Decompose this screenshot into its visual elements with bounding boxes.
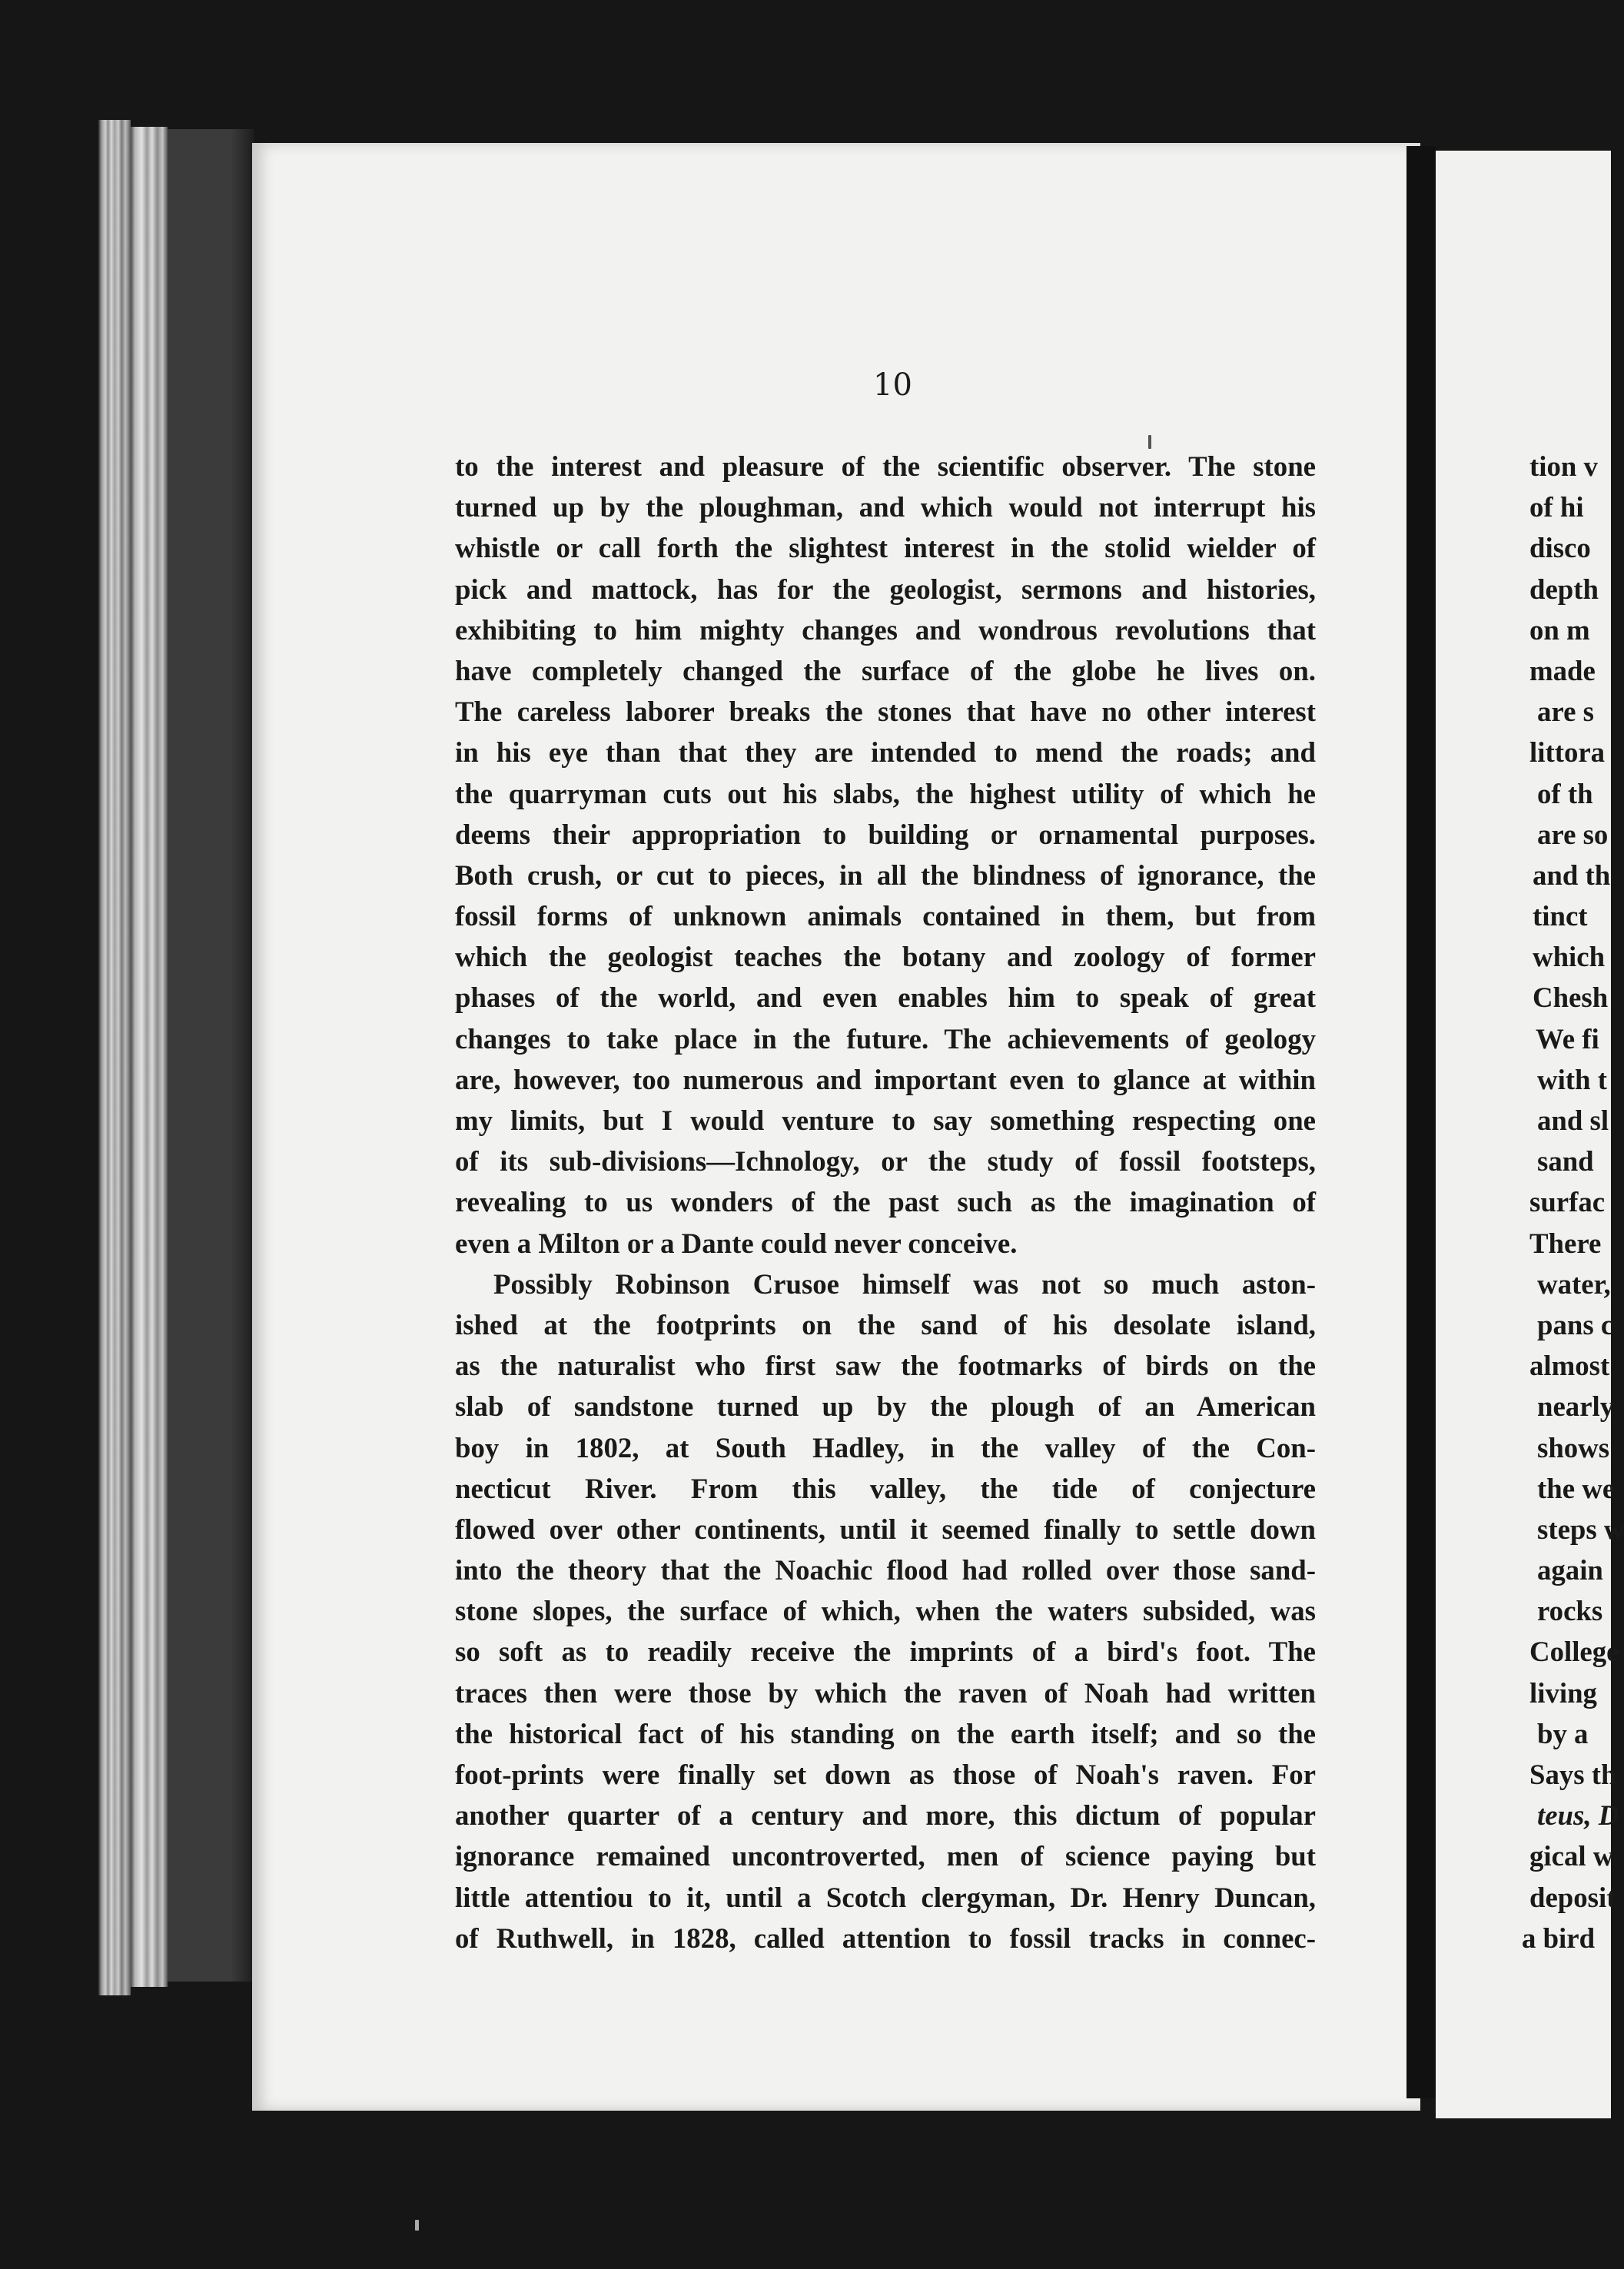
text-line: living (1529, 1676, 1597, 1709)
text-line: foot-prints were finally set down as those of Noah's raven. For (455, 1759, 1316, 1790)
text-line: flowed over other continents, until it seemed finally to settle down (455, 1513, 1316, 1545)
text-line: which the geologist teaches the botany and zoology of former (455, 941, 1316, 973)
text-line: deems their appropriation to building or ornamental purposes. (455, 818, 1316, 850)
text-line: of its sub-divisions—Ichnology, or the study of fossil footsteps, (455, 1145, 1316, 1178)
text-line: a bird (1522, 1922, 1596, 1954)
text-line: fossil forms of unknown animals contained in them, but from (455, 900, 1316, 932)
text-line: Says th (1529, 1759, 1617, 1790)
text-line: almost (1529, 1350, 1610, 1382)
text-line: and th (1533, 859, 1611, 891)
text-line: Both crush, or cut to pieces, in all the blindness of ignorance, the (455, 859, 1316, 891)
text-line: of Ruthwell, in 1828, called attention to fossil tracks in connec- (455, 1922, 1316, 1954)
page-number: 10 (873, 367, 912, 403)
text-line: have completely changed the surface of the globe he lives on. (455, 654, 1316, 686)
text-line: the we (1537, 1472, 1616, 1504)
text-line: again (1537, 1554, 1603, 1586)
text-line: the quarryman cuts out his slabs, the highest utility of which he (455, 777, 1316, 809)
text-line: nearly (1537, 1390, 1615, 1423)
text-line: changes to take place in the future. The achievements of geology (455, 1022, 1316, 1055)
book-page-edges (98, 120, 131, 1995)
book-page-edges-inner (131, 127, 168, 1987)
text-line: ished at the footprints on the sand of his desolate island, (455, 1308, 1316, 1340)
text-line: depth (1529, 573, 1599, 605)
text-line: even a Milton or a Dante could never conceive. (455, 1227, 1018, 1259)
text-line: Possibly Robinson Crusoe himself was not so much aston- (493, 1267, 1316, 1300)
text-line: gical w (1529, 1840, 1614, 1872)
right-page-text (1522, 446, 1624, 1958)
text-line: rocks (1537, 1595, 1603, 1627)
text-line: teus, D (1537, 1799, 1619, 1832)
text-line: sand (1537, 1145, 1594, 1178)
text-line: exhibiting to him mighty changes and wondrous revolutions that (455, 613, 1316, 646)
text-line: water, (1537, 1267, 1611, 1300)
book-gutter (1406, 146, 1436, 2098)
text-line: made (1529, 654, 1596, 686)
text-line: revealing to us wonders of the past such as the imagination of (455, 1186, 1316, 1218)
text-line: There (1529, 1227, 1602, 1259)
text-line: tion v (1529, 450, 1598, 482)
text-line: We fi (1536, 1022, 1599, 1055)
text-line: ignorance remained uncontroverted, men of science paying but (455, 1840, 1316, 1872)
text-line: the historical fact of his standing on the earth itself; and so the (455, 1717, 1316, 1749)
text-line: disco (1529, 532, 1591, 564)
text-line: of th (1537, 777, 1593, 809)
text-line: my limits, but I would venture to say something respecting one (455, 1105, 1316, 1136)
text-line: so soft as to readily receive the imprints of a bird's foot. The (455, 1636, 1316, 1668)
text-line: as the naturalist who first saw the footmarks of birds on the (455, 1350, 1316, 1382)
text-line: are, however, too numerous and important even to glance at within (455, 1063, 1316, 1095)
text-line: College (1529, 1636, 1619, 1668)
text-line: traces then were those by which the raven of Noah had written (455, 1676, 1316, 1709)
text-line: are so (1537, 818, 1609, 850)
text-line: boy in 1802, at South Hadley, in the valley of the Con- (455, 1431, 1316, 1463)
text-line: shows (1537, 1431, 1610, 1463)
text-line: pans c (1537, 1308, 1614, 1340)
text-line: The careless laborer breaks the stones that have no other interest (455, 696, 1316, 728)
text-line: deposit (1529, 1881, 1616, 1913)
text-line: whistle or call forth the slightest interest in the stolid wielder of (455, 532, 1316, 564)
text-line: phases of the world, and even enables him to speak of great (455, 982, 1316, 1014)
text-line: another quarter of a century and more, this dictum of popular (455, 1799, 1316, 1832)
left-page-text (455, 446, 1316, 1958)
text-line: and sl (1537, 1105, 1609, 1136)
text-line: with t (1537, 1063, 1607, 1095)
text-line: into the theory that the Noachic flood had rolled over those sand- (455, 1554, 1316, 1586)
text-line: turned up by the ploughman, and which would not interrupt his (455, 491, 1316, 523)
text-line: pick and mattock, has for the geologist, sermons and histories, (455, 573, 1316, 605)
cover-shadow (231, 129, 254, 1982)
text-line: surfac (1529, 1186, 1606, 1218)
text-line: littora (1529, 736, 1606, 769)
text-line: little attentiou to it, until a Scotch clergyman, Dr. Henry Duncan, (455, 1881, 1316, 1913)
scan-speck (415, 2220, 419, 2231)
text-line: Chesh (1533, 982, 1609, 1014)
text-line: in his eye than that they are intended to mend the roads; and (455, 736, 1316, 769)
text-line: which (1533, 941, 1606, 973)
text-line: on m (1529, 613, 1590, 646)
text-line: are s (1537, 696, 1594, 728)
text-line: by a (1537, 1717, 1589, 1749)
text-line: slab of sandstone turned up by the plough of an American (455, 1390, 1316, 1423)
text-line: of hi (1529, 491, 1584, 523)
text-line: stone slopes, the surface of which, when the waters subsided, was (455, 1595, 1316, 1627)
text-line: to the interest and pleasure of the scientific observer. The stone (455, 450, 1316, 482)
text-line: necticut River. From this valley, the tide of conjecture (455, 1472, 1316, 1504)
text-line: tinct (1533, 900, 1588, 932)
text-line: steps w (1537, 1513, 1624, 1545)
